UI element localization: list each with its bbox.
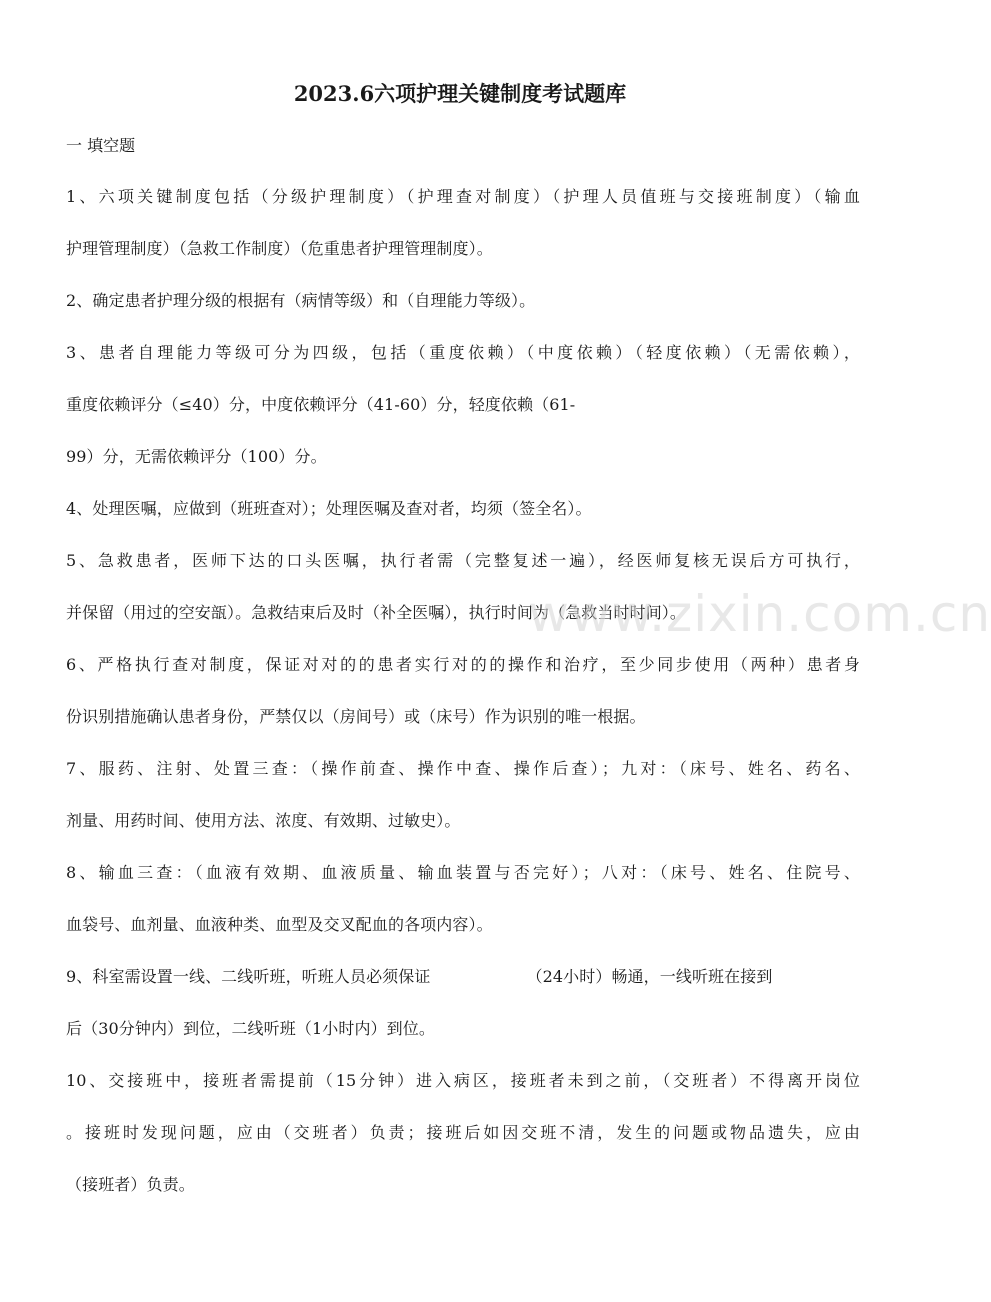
text-line-9: 并保留（用过的空安瓿）。急救结束后及时（补全医嘱），执行时间为（急救当时时间）。	[66, 603, 687, 622]
text-line-1: 1、六项关键制度包括（分级护理制度）（护理查对制度）（护理人员值班与交接班制度）（输血	[66, 187, 860, 206]
text-line-17: 后（30分钟内）到位，二线听班（1小时内）到位。	[66, 1019, 435, 1038]
text-line-10: 6、严格执行查对制度，保证对对的的患者实行对的的操作和治疗，至少同步使用（两种）患者身	[66, 655, 860, 674]
text-line-4: 3、患者自理能力等级可分为四级，包括（重度依赖）（中度依赖）（轻度依赖）（无需依赖），	[66, 343, 860, 362]
text-line-11: 份识别措施确认患者身份，严禁仅以（房间号）或（床号）作为识别的唯一根据。	[66, 707, 646, 726]
text-line-20: （接班者）负责。	[66, 1175, 195, 1194]
text-line-18: 10、交接班中，接班者需提前（15分钟）进入病区，接班者未到之前，（交班者）不得离开岗位	[66, 1071, 860, 1090]
text-line-6: 99）分，无需依赖评分（100）分。	[66, 447, 327, 466]
text-line-8: 5、急救患者，医师下达的口头医嘱，执行者需（完整复述一遍），经医师复核无误后方可执行，	[66, 551, 860, 570]
text-line-16-part-2: （24小时）畅通，一线听班在接到	[526, 967, 773, 986]
text-line-15: 血袋号、血剂量、血液种类、血型及交叉配血的各项内容）。	[66, 915, 493, 934]
text-line-2: 护理管理制度）（急救工作制度）（危重患者护理管理制度）。	[66, 239, 493, 258]
watermark-text: www.zixin.com.cn	[528, 585, 991, 643]
text-line-5: 重度依赖评分（≤40）分，中度依赖评分（41-60）分，轻度依赖（61-	[66, 395, 576, 414]
section-heading: 一 填空题	[66, 136, 136, 155]
text-line-12: 7、服药、注射、处置三查：（操作前查、操作中查、操作后查）；九对：（床号、姓名、药名、	[66, 759, 860, 778]
text-line-19: 。接班时发现问题，应由（交班者）负责；接班后如因交班不清，发生的问题或物品遗失，应由	[66, 1123, 860, 1142]
text-line-16-part-1: 9、科室需设置一线、二线听班，听班人员必须保证	[66, 967, 431, 986]
question-list	[66, 184, 860, 1224]
text-line-16	[66, 964, 860, 990]
document-title: 2023.6六项护理关键制度考试题库	[293, 81, 627, 106]
text-line-14: 8、输血三查：（血液有效期、血液质量、输血装置与否完好）；八对：（床号、姓名、住院号、	[66, 863, 860, 882]
text-line-13: 剂量、用药时间、使用方法、浓度、有效期、过敏史）。	[66, 811, 461, 830]
text-line-7: 4、处理医嘱，应做到（班班查对）；处理医嘱及查对者，均须（签全名）。	[66, 499, 592, 518]
text-line-3: 2、确定患者护理分级的根据有（病情等级）和（自理能力等级）。	[66, 291, 536, 310]
